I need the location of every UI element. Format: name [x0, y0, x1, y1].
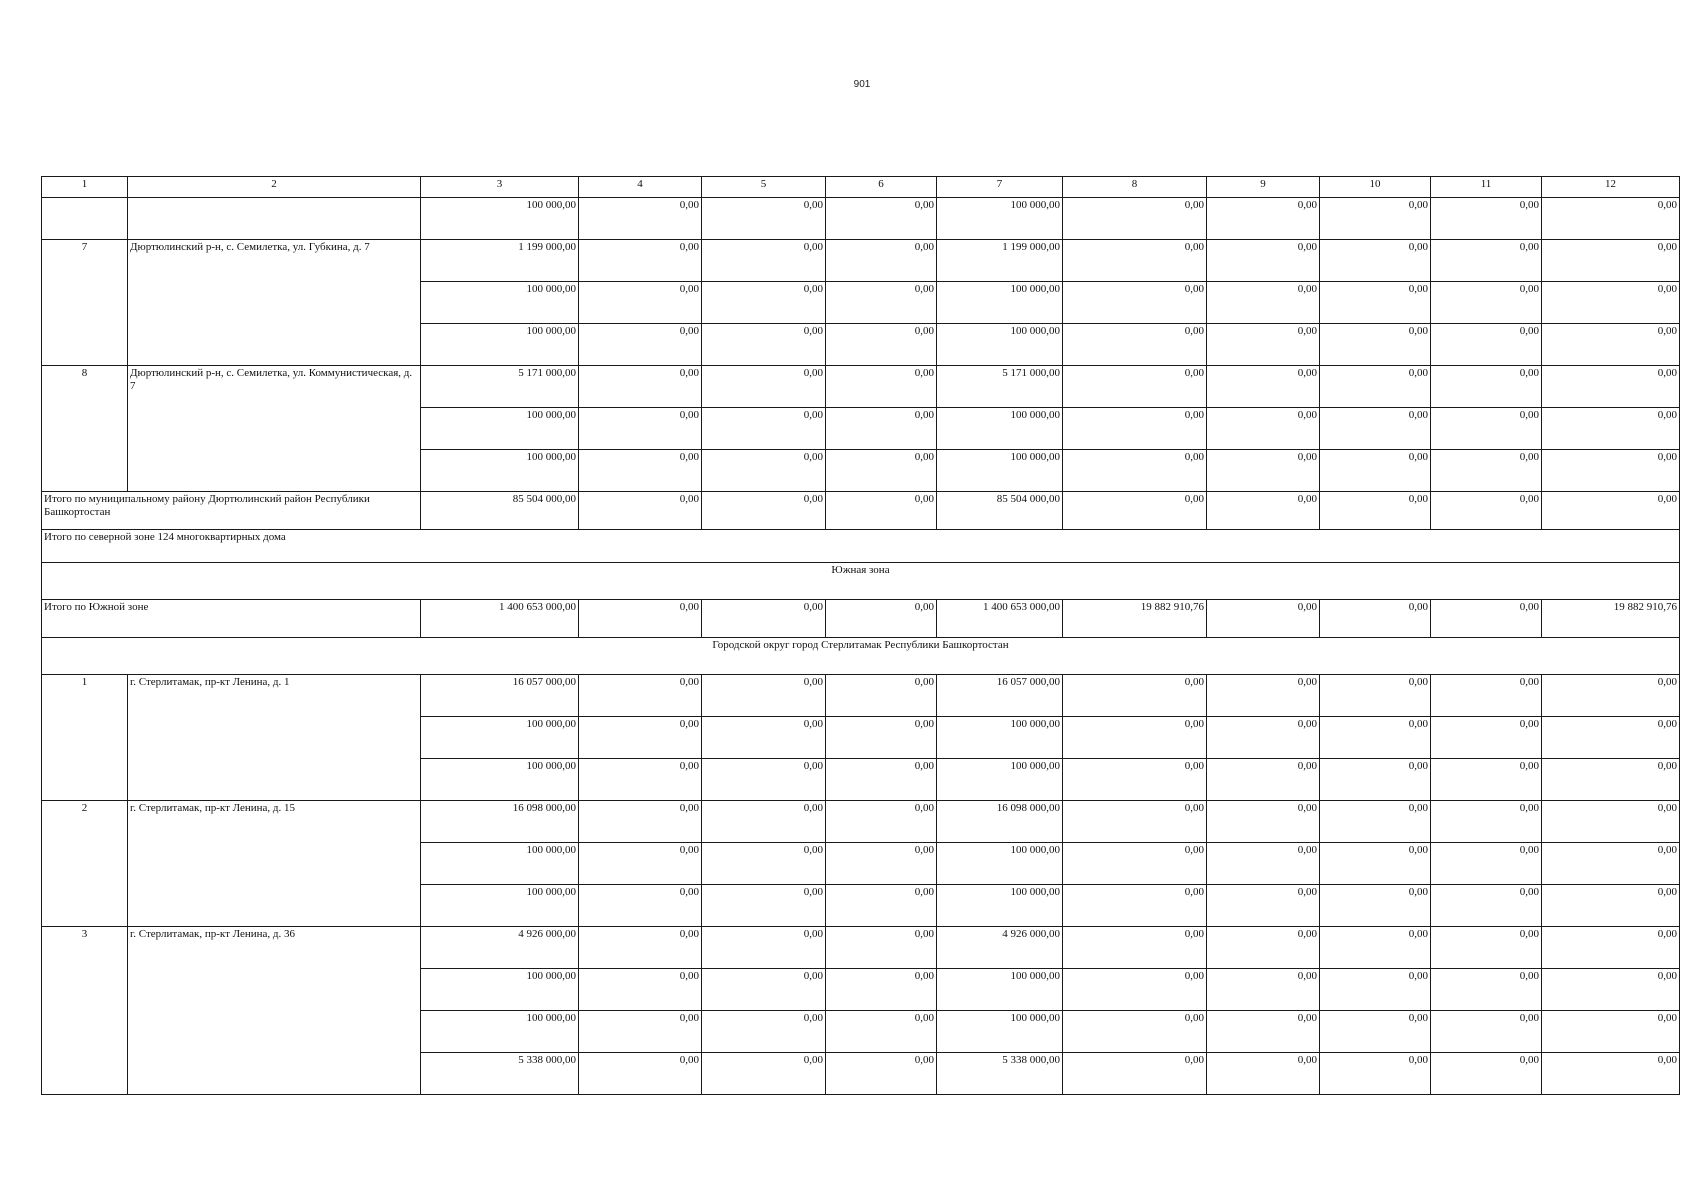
address-cell: г. Стерлитамак, пр-кт Ленина, д. 15 [128, 801, 421, 927]
value-cell: 0,00 [1542, 927, 1680, 969]
value-cell: 0,00 [1431, 717, 1542, 759]
table-row [42, 675, 1680, 717]
value-cell: 0,00 [579, 1011, 702, 1053]
value-cell: 0,00 [1431, 366, 1542, 408]
value-cell: 0,00 [579, 600, 702, 638]
value-cell: 0,00 [1063, 198, 1207, 240]
value-cell: 0,00 [1431, 450, 1542, 492]
value-cell: 100 000,00 [421, 885, 579, 927]
value-cell: 0,00 [1207, 282, 1320, 324]
value-cell: 0,00 [826, 843, 937, 885]
value-cell: 100 000,00 [937, 759, 1063, 801]
column-header: 8 [1063, 177, 1207, 198]
value-cell: 100 000,00 [937, 408, 1063, 450]
table-row [42, 801, 1680, 843]
value-cell: 0,00 [826, 600, 937, 638]
value-cell: 0,00 [702, 675, 826, 717]
value-cell: 0,00 [1542, 282, 1680, 324]
row-number-cell [42, 198, 128, 240]
value-cell: 0,00 [1431, 282, 1542, 324]
value-cell: 0,00 [1207, 408, 1320, 450]
value-cell: 0,00 [702, 492, 826, 530]
value-cell: 0,00 [702, 366, 826, 408]
value-cell: 0,00 [579, 801, 702, 843]
value-cell: 0,00 [826, 240, 937, 282]
value-cell: 0,00 [702, 759, 826, 801]
value-cell: 0,00 [579, 198, 702, 240]
value-cell: 0,00 [1542, 198, 1680, 240]
table-row [42, 366, 1680, 408]
column-header: 10 [1320, 177, 1431, 198]
value-cell: 0,00 [1431, 885, 1542, 927]
value-cell: 0,00 [702, 282, 826, 324]
column-header: 6 [826, 177, 937, 198]
value-cell: 0,00 [826, 282, 937, 324]
value-cell: 0,00 [579, 759, 702, 801]
value-cell: 1 400 653 000,00 [937, 600, 1063, 638]
value-cell: 0,00 [1320, 450, 1431, 492]
value-cell: 0,00 [1320, 843, 1431, 885]
address-cell: г. Стерлитамак, пр-кт Ленина, д. 1 [128, 675, 421, 801]
value-cell: 1 199 000,00 [937, 240, 1063, 282]
value-cell: 0,00 [1431, 675, 1542, 717]
value-cell: 100 000,00 [937, 198, 1063, 240]
value-cell: 0,00 [826, 969, 937, 1011]
value-cell: 0,00 [1320, 885, 1431, 927]
value-cell: 19 882 910,76 [1542, 600, 1680, 638]
value-cell: 0,00 [1063, 492, 1207, 530]
value-cell: 0,00 [702, 885, 826, 927]
value-cell: 4 926 000,00 [421, 927, 579, 969]
value-cell: 0,00 [1063, 801, 1207, 843]
value-cell: 0,00 [579, 492, 702, 530]
value-cell: 5 338 000,00 [937, 1053, 1063, 1095]
value-cell: 0,00 [1542, 366, 1680, 408]
value-cell: 0,00 [579, 324, 702, 366]
value-cell: 0,00 [1431, 324, 1542, 366]
value-cell: 0,00 [1207, 492, 1320, 530]
value-cell: 0,00 [1431, 969, 1542, 1011]
address-cell: Дюртюлинский р-н, с. Семилетка, ул. Коммунистическая, д. 7 [128, 366, 421, 492]
value-cell: 0,00 [1063, 450, 1207, 492]
value-cell: 100 000,00 [421, 198, 579, 240]
column-header: 3 [421, 177, 579, 198]
value-cell: 100 000,00 [421, 408, 579, 450]
value-cell: 0,00 [702, 1053, 826, 1095]
column-header: 1 [42, 177, 128, 198]
value-cell: 0,00 [1542, 801, 1680, 843]
district-total-label: Итого по муниципальному району Дюртюлинский район Республики Башкортостан [42, 492, 421, 530]
value-cell: 0,00 [1207, 1011, 1320, 1053]
value-cell: 19 882 910,76 [1063, 600, 1207, 638]
value-cell: 0,00 [702, 843, 826, 885]
value-cell: 0,00 [702, 600, 826, 638]
value-cell: 0,00 [702, 717, 826, 759]
value-cell: 0,00 [702, 450, 826, 492]
value-cell: 0,00 [1542, 492, 1680, 530]
north-zone-total-row [42, 530, 1680, 563]
value-cell: 0,00 [1320, 801, 1431, 843]
address-cell [128, 198, 421, 240]
value-cell: 0,00 [1542, 675, 1680, 717]
value-cell: 0,00 [1063, 675, 1207, 717]
value-cell: 0,00 [1063, 969, 1207, 1011]
value-cell: 0,00 [579, 927, 702, 969]
value-cell: 0,00 [579, 885, 702, 927]
value-cell: 0,00 [702, 969, 826, 1011]
value-cell: 0,00 [579, 240, 702, 282]
value-cell: 0,00 [1320, 600, 1431, 638]
value-cell: 100 000,00 [421, 282, 579, 324]
value-cell: 5 171 000,00 [421, 366, 579, 408]
value-cell: 85 504 000,00 [937, 492, 1063, 530]
value-cell: 0,00 [702, 324, 826, 366]
value-cell: 0,00 [1320, 366, 1431, 408]
value-cell: 100 000,00 [937, 717, 1063, 759]
value-cell: 5 338 000,00 [421, 1053, 579, 1095]
address-cell: Дюртюлинский р-н, с. Семилетка, ул. Губкина, д. 7 [128, 240, 421, 366]
value-cell: 0,00 [1063, 1011, 1207, 1053]
value-cell: 0,00 [1063, 717, 1207, 759]
city-header-row [42, 638, 1680, 675]
value-cell: 0,00 [1542, 843, 1680, 885]
value-cell: 0,00 [1207, 759, 1320, 801]
value-cell: 0,00 [702, 198, 826, 240]
value-cell: 0,00 [1431, 408, 1542, 450]
value-cell: 0,00 [579, 282, 702, 324]
value-cell: 0,00 [579, 366, 702, 408]
value-cell: 0,00 [1542, 408, 1680, 450]
value-cell: 0,00 [1063, 1053, 1207, 1095]
value-cell: 0,00 [702, 240, 826, 282]
value-cell: 0,00 [1063, 885, 1207, 927]
value-cell: 0,00 [1320, 492, 1431, 530]
value-cell: 0,00 [1542, 759, 1680, 801]
column-header: 9 [1207, 177, 1320, 198]
value-cell: 0,00 [1431, 927, 1542, 969]
value-cell: 0,00 [579, 969, 702, 1011]
value-cell: 100 000,00 [937, 843, 1063, 885]
value-cell: 0,00 [1207, 1053, 1320, 1095]
value-cell: 100 000,00 [421, 450, 579, 492]
value-cell: 0,00 [1207, 717, 1320, 759]
value-cell: 0,00 [1320, 240, 1431, 282]
value-cell: 0,00 [826, 801, 937, 843]
value-cell: 100 000,00 [937, 885, 1063, 927]
value-cell: 0,00 [1063, 408, 1207, 450]
column-header: 7 [937, 177, 1063, 198]
value-cell: 0,00 [702, 408, 826, 450]
value-cell: 0,00 [1207, 675, 1320, 717]
value-cell: 0,00 [1207, 843, 1320, 885]
value-cell: 0,00 [1063, 843, 1207, 885]
value-cell: 100 000,00 [937, 969, 1063, 1011]
value-cell: 0,00 [1320, 408, 1431, 450]
value-cell: 0,00 [826, 1011, 937, 1053]
south-zone-total-label: Итого по Южной зоне [42, 600, 421, 638]
value-cell: 0,00 [1320, 324, 1431, 366]
value-cell: 1 199 000,00 [421, 240, 579, 282]
value-cell: 0,00 [1542, 885, 1680, 927]
value-cell: 0,00 [826, 717, 937, 759]
value-cell: 0,00 [826, 450, 937, 492]
column-header: 2 [128, 177, 421, 198]
zone-header-row [42, 563, 1680, 600]
value-cell: 0,00 [1431, 240, 1542, 282]
value-cell: 0,00 [1207, 885, 1320, 927]
value-cell: 0,00 [826, 1053, 937, 1095]
value-cell: 0,00 [1063, 759, 1207, 801]
value-cell: 0,00 [1320, 1011, 1431, 1053]
value-cell: 0,00 [702, 801, 826, 843]
column-header: 5 [702, 177, 826, 198]
value-cell: 0,00 [702, 1011, 826, 1053]
value-cell: 0,00 [1431, 801, 1542, 843]
value-cell: 100 000,00 [937, 450, 1063, 492]
value-cell: 0,00 [1431, 198, 1542, 240]
value-cell: 0,00 [1542, 240, 1680, 282]
page-number: 901 [853, 79, 871, 90]
value-cell: 0,00 [1063, 927, 1207, 969]
value-cell: 0,00 [1320, 1053, 1431, 1095]
zone-title: Южная зона [42, 563, 1680, 600]
value-cell: 5 171 000,00 [937, 366, 1063, 408]
table-row [42, 240, 1680, 282]
value-cell: 0,00 [1320, 198, 1431, 240]
value-cell: 0,00 [579, 1053, 702, 1095]
value-cell: 0,00 [1320, 282, 1431, 324]
north-zone-total-label: Итого по северной зоне 124 многоквартирных дома [42, 530, 1680, 563]
value-cell: 0,00 [1207, 969, 1320, 1011]
table-row [42, 927, 1680, 969]
value-cell: 0,00 [1207, 324, 1320, 366]
value-cell: 0,00 [1063, 282, 1207, 324]
district-total-row [42, 492, 1680, 530]
value-cell: 0,00 [826, 759, 937, 801]
value-cell: 16 057 000,00 [937, 675, 1063, 717]
value-cell: 0,00 [826, 408, 937, 450]
value-cell: 0,00 [1320, 969, 1431, 1011]
value-cell: 0,00 [826, 492, 937, 530]
value-cell: 0,00 [826, 885, 937, 927]
value-cell: 0,00 [1207, 927, 1320, 969]
value-cell: 100 000,00 [421, 324, 579, 366]
value-cell: 0,00 [1431, 1053, 1542, 1095]
row-number-cell: 1 [42, 675, 128, 801]
value-cell: 85 504 000,00 [421, 492, 579, 530]
value-cell: 0,00 [1431, 759, 1542, 801]
value-cell: 0,00 [1320, 717, 1431, 759]
value-cell: 0,00 [579, 408, 702, 450]
value-cell: 0,00 [1431, 1011, 1542, 1053]
value-cell: 0,00 [579, 843, 702, 885]
value-cell: 0,00 [1063, 324, 1207, 366]
value-cell: 0,00 [1320, 927, 1431, 969]
value-cell: 0,00 [1542, 1011, 1680, 1053]
value-cell: 0,00 [1207, 801, 1320, 843]
value-cell: 0,00 [826, 198, 937, 240]
value-cell: 0,00 [1431, 492, 1542, 530]
value-cell: 0,00 [1063, 366, 1207, 408]
value-cell: 0,00 [702, 927, 826, 969]
value-cell: 100 000,00 [937, 1011, 1063, 1053]
city-title: Городской округ город Стерлитамак Республики Башкортостан [42, 638, 1680, 675]
value-cell: 0,00 [826, 927, 937, 969]
column-header-row [42, 177, 1680, 198]
value-cell: 0,00 [826, 366, 937, 408]
value-cell: 0,00 [579, 675, 702, 717]
value-cell: 100 000,00 [421, 759, 579, 801]
value-cell: 0,00 [1542, 969, 1680, 1011]
value-cell: 0,00 [826, 675, 937, 717]
column-header: 4 [579, 177, 702, 198]
value-cell: 0,00 [1063, 240, 1207, 282]
value-cell: 0,00 [1320, 759, 1431, 801]
value-cell: 0,00 [1207, 600, 1320, 638]
value-cell: 0,00 [1207, 240, 1320, 282]
value-cell: 0,00 [1542, 1053, 1680, 1095]
column-header: 11 [1431, 177, 1542, 198]
value-cell: 0,00 [1207, 366, 1320, 408]
value-cell: 16 098 000,00 [937, 801, 1063, 843]
address-cell: г. Стерлитамак, пр-кт Ленина, д. 36 [128, 927, 421, 1095]
value-cell: 100 000,00 [937, 282, 1063, 324]
value-cell: 0,00 [1431, 843, 1542, 885]
value-cell: 100 000,00 [421, 843, 579, 885]
value-cell: 100 000,00 [421, 717, 579, 759]
value-cell: 100 000,00 [421, 1011, 579, 1053]
value-cell: 0,00 [1207, 198, 1320, 240]
value-cell: 100 000,00 [421, 969, 579, 1011]
value-cell: 16 057 000,00 [421, 675, 579, 717]
value-cell: 0,00 [1207, 450, 1320, 492]
row-number-cell: 7 [42, 240, 128, 366]
value-cell: 1 400 653 000,00 [421, 600, 579, 638]
value-cell: 0,00 [1542, 717, 1680, 759]
row-number-cell: 3 [42, 927, 128, 1095]
south-zone-total-row [42, 600, 1680, 638]
value-cell: 0,00 [1431, 600, 1542, 638]
value-cell: 0,00 [1542, 324, 1680, 366]
value-cell: 0,00 [826, 324, 937, 366]
value-cell: 0,00 [1542, 450, 1680, 492]
value-cell: 0,00 [1320, 675, 1431, 717]
register-table [41, 176, 1680, 1095]
table-row [42, 198, 1680, 240]
value-cell: 100 000,00 [937, 324, 1063, 366]
value-cell: 4 926 000,00 [937, 927, 1063, 969]
row-number-cell: 8 [42, 366, 128, 492]
value-cell: 0,00 [579, 717, 702, 759]
row-number-cell: 2 [42, 801, 128, 927]
value-cell: 0,00 [579, 450, 702, 492]
column-header: 12 [1542, 177, 1680, 198]
value-cell: 16 098 000,00 [421, 801, 579, 843]
